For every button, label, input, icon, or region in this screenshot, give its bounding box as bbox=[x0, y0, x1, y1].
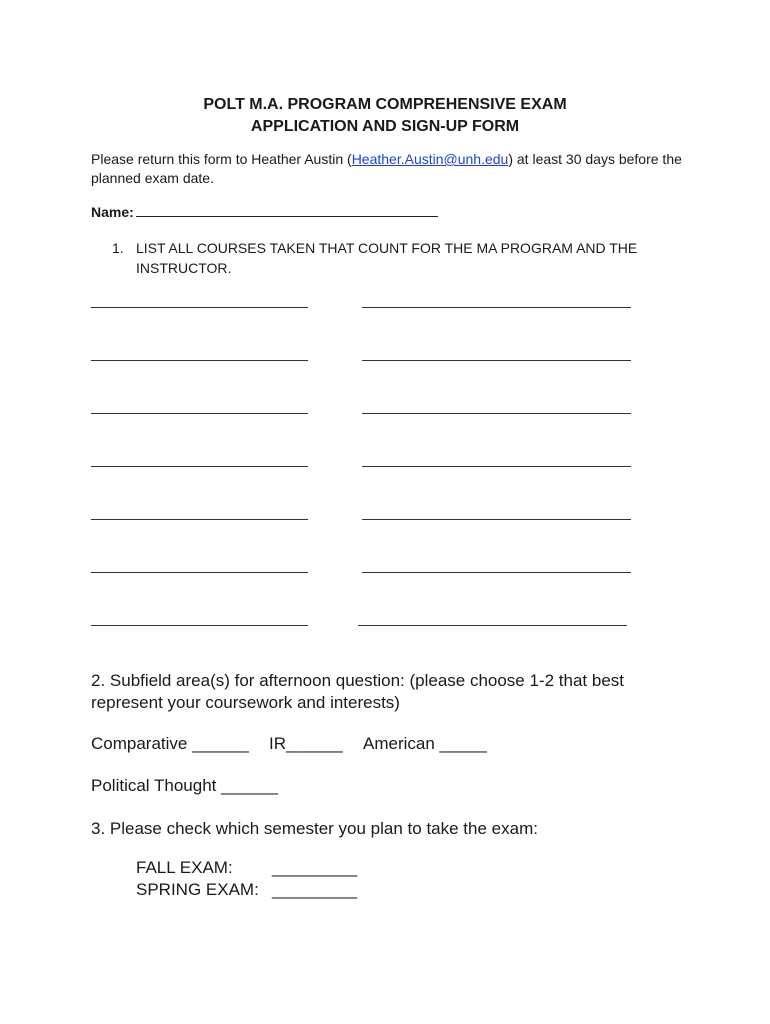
instructor-field[interactable] bbox=[358, 625, 627, 626]
form-title-line-1: POLT M.A. PROGRAM COMPREHENSIVE EXAM bbox=[203, 96, 567, 113]
instructor-field[interactable] bbox=[362, 360, 631, 361]
question-2-text: 2. Subfield area(s) for afternoon question: (please choose 1-2 that best represent your coursework and interests) bbox=[91, 671, 624, 712]
instructor-field[interactable] bbox=[362, 413, 631, 414]
name-label: Name: bbox=[91, 204, 134, 220]
subfield-comparative[interactable]: Comparative ______ bbox=[91, 734, 249, 753]
course-field[interactable] bbox=[91, 307, 308, 308]
instructor-field[interactable] bbox=[362, 307, 631, 308]
subfield-political-thought[interactable]: Political Thought ______ bbox=[91, 776, 278, 795]
instructor-field[interactable] bbox=[362, 466, 631, 467]
question-3-text: 3. Please check which semester you plan to take the exam: bbox=[91, 819, 538, 838]
instructor-field[interactable] bbox=[362, 519, 631, 520]
intro-text-before: Please return this form to Heather Austin ( bbox=[91, 151, 352, 167]
fall-exam-field[interactable]: _________ bbox=[272, 858, 358, 877]
form-title-line-2: APPLICATION AND SIGN-UP FORM bbox=[250, 118, 520, 135]
subfield-american[interactable]: American _____ bbox=[363, 734, 487, 753]
course-field[interactable] bbox=[91, 466, 308, 467]
email-link[interactable]: Heather.Austin@unh.edu bbox=[351, 151, 509, 167]
course-field[interactable] bbox=[91, 572, 308, 573]
spring-exam-label: SPRING EXAM: bbox=[136, 880, 259, 899]
subfield-ir[interactable]: IR______ bbox=[269, 734, 343, 753]
instructor-field[interactable] bbox=[362, 572, 631, 573]
intro-paragraph bbox=[91, 150, 691, 188]
course-field[interactable] bbox=[91, 519, 308, 520]
name-field[interactable] bbox=[136, 216, 438, 217]
question-1-text: LIST ALL COURSES TAKEN THAT COUNT FOR THE MA PROGRAM AND THE INSTRUCTOR. bbox=[136, 240, 638, 276]
course-field[interactable] bbox=[91, 360, 308, 361]
fall-exam-label: FALL EXAM: bbox=[136, 858, 233, 877]
intro-text-after: ) at least 30 days before the planned exam date. bbox=[91, 151, 682, 186]
question-1-number: 1. bbox=[112, 240, 124, 256]
spring-exam-field[interactable]: _________ bbox=[272, 880, 358, 899]
course-field[interactable] bbox=[91, 625, 308, 626]
course-field[interactable] bbox=[91, 413, 308, 414]
